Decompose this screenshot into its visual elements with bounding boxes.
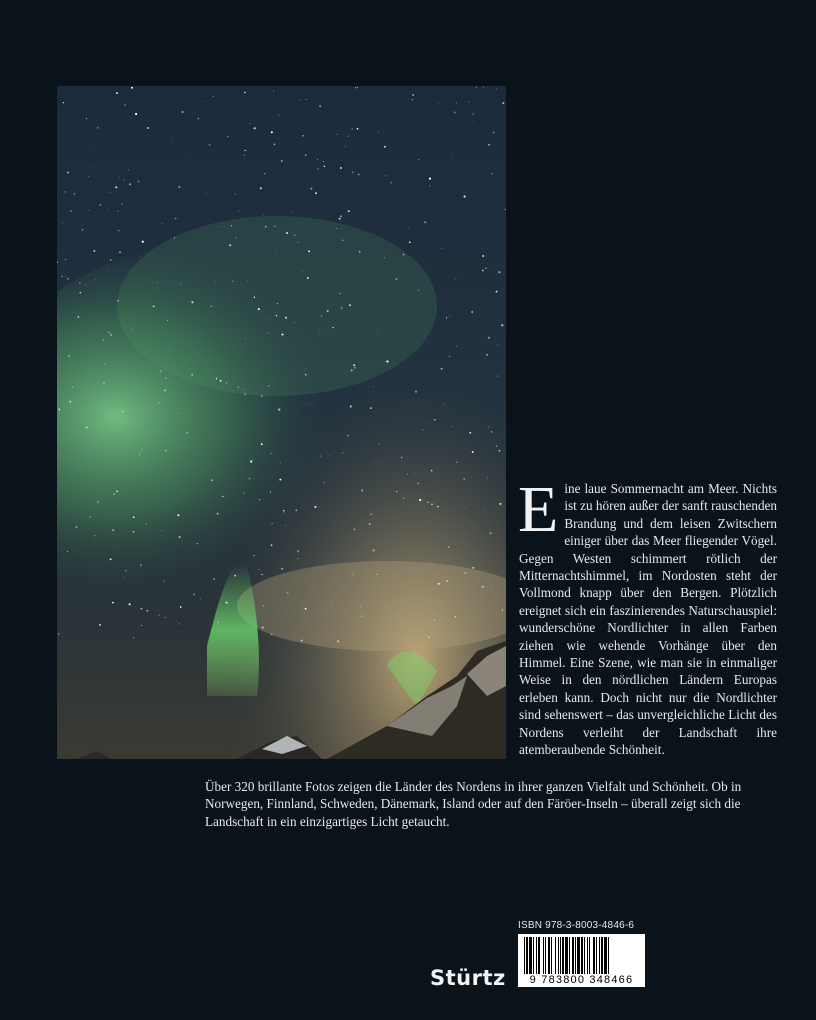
aurora-photo-image — [57, 86, 506, 759]
publisher-logo: Stürtz — [430, 966, 506, 990]
barcode-digits: 9 783800 348466 — [529, 974, 634, 986]
barcode — [518, 934, 645, 987]
intro-text — [518, 473, 777, 759]
isbn-label: ISBN 978-3-8003-4846-6 — [518, 920, 635, 931]
summary-paragraph: Über 320 brillante Fotos zeigen die Länder des Nordens in ihrer ganzen Vielfalt und Schönheit. Ob in Norwegen, Finnland, Schweden, Dänemark, Island oder auf den Färöer-Inseln – überall zeigt sich die Landschaft in ein einzigartiges Licht getaucht. — [205, 779, 742, 829]
dropcap-letter: E — [518, 473, 559, 546]
summary-text — [205, 778, 780, 830]
intro-paragraph: ine laue Sommernacht am Meer. Nichts ist zu hören außer der sanft rauschenden Brandung und dem leisen Zwitschern einiger über das Meer fliegender Vögel. Gegen Westen schimmert rötlich der Mitternachtshimmel, im Nordosten steht der Vollmond knapp über den Bergen. Plötzlich ereignet sich ein faszinierendes Naturschauspiel: wunderschöne Nordlichter in allen Farben ziehen wie wehende Vorhänge über den Himmel. Eine Szene, wie man sie in einmaliger Weise in den nördlichen Ländern Europas erleben kann. Doch nicht nur die Nordlichter sind sehenswert – das unvergleichliche Licht des Nordens verleiht der Landschaft ihre atemberaubende Schönheit. — [519, 481, 777, 758]
aurora-photo — [57, 86, 506, 759]
